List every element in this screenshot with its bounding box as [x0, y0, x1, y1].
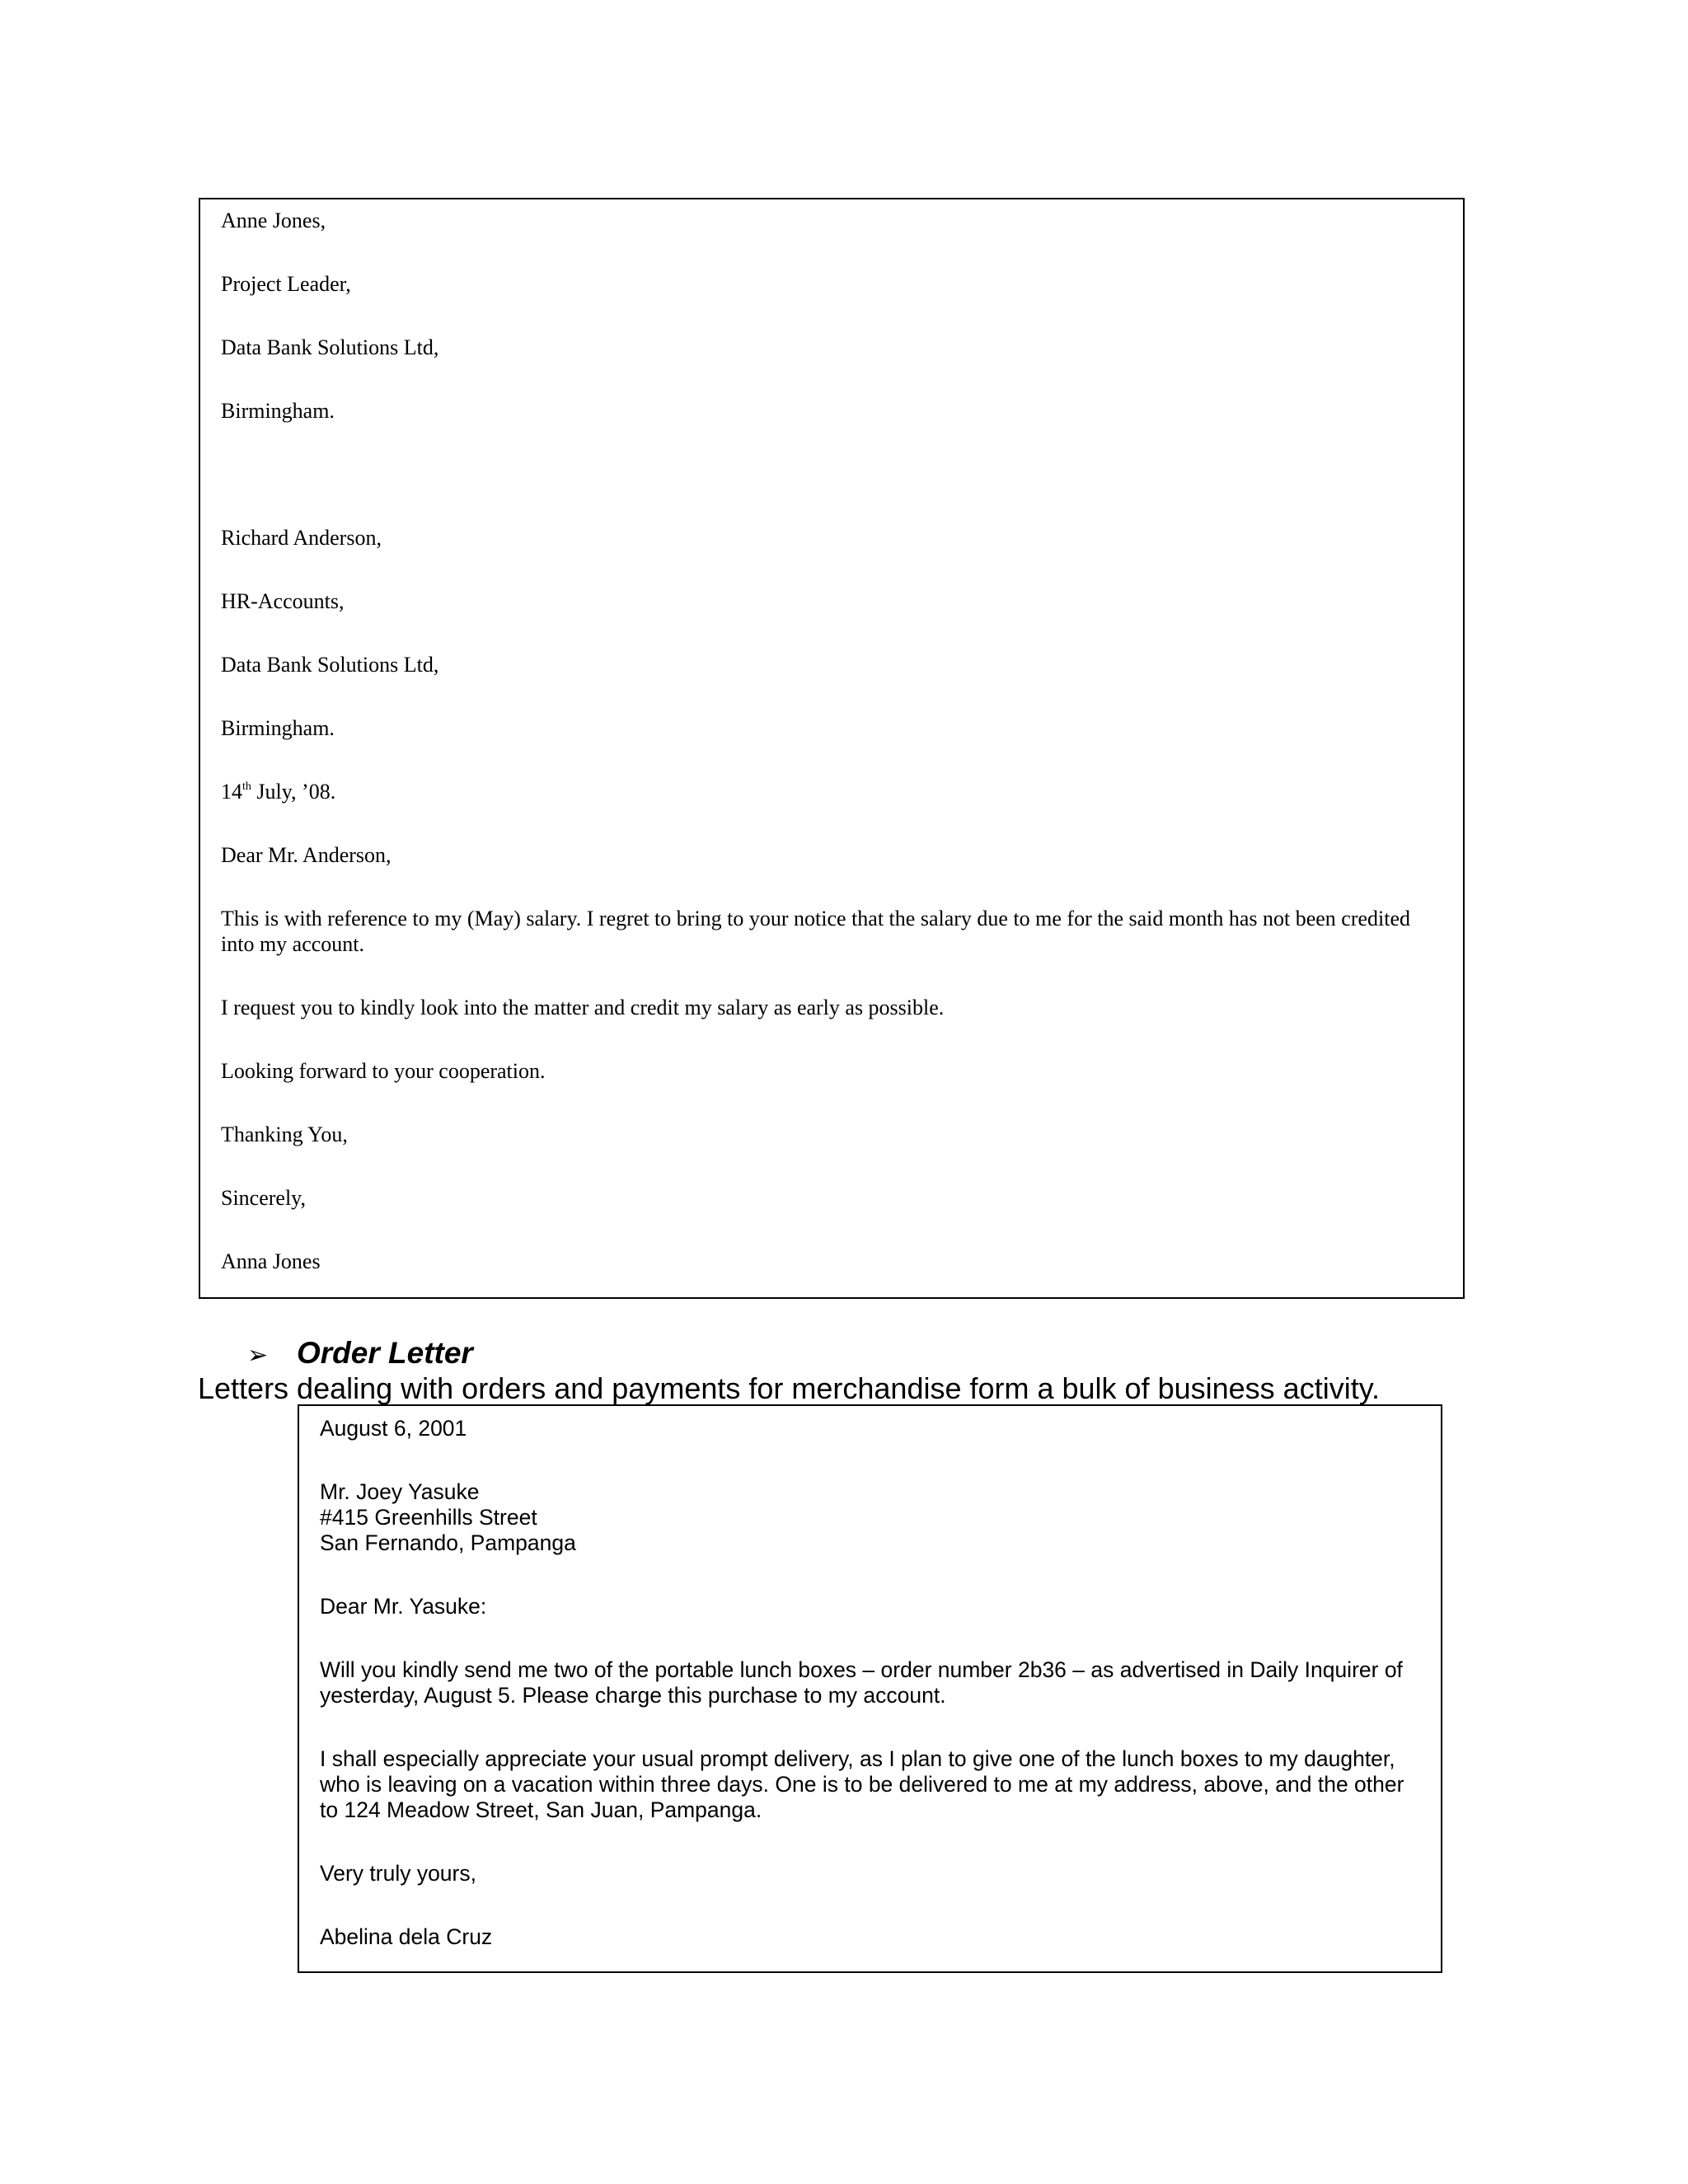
order-body-1: Will you kindly send me two of the portable lunch boxes – order number 2b36 – as advertised in Daily Inquirer of yesterday, August 5. Please charge this purchase to my account.: [320, 1657, 1403, 1708]
recipient-company: Data Bank Solutions Ltd,: [221, 653, 439, 677]
recipient-dept: HR-Accounts,: [221, 589, 345, 613]
closing-line: Sincerely,: [221, 1186, 306, 1210]
section-intro: Letters dealing with orders and payments for merchandise form a bulk of business activity.: [198, 1371, 1381, 1405]
body-paragraph-3: Looking forward to your cooperation.: [221, 1059, 546, 1083]
date-day: 14: [221, 780, 242, 804]
date-rest: July, ’08.: [251, 780, 336, 804]
date-suffix: th: [242, 780, 251, 793]
section-title: Order Letter: [297, 1336, 473, 1370]
body-paragraph-1: This is with reference to my (May) salary. I regret to bring to your notice that the salary due to me for the said month has not been credited into my account.: [221, 907, 1411, 956]
sender-name: Anne Jones,: [221, 209, 326, 232]
body-paragraph-2: I request you to kindly look into the matter and credit my salary as early as possible.: [221, 996, 945, 1019]
thanks-line: Thanking You,: [221, 1122, 348, 1146]
order-address: [320, 1479, 1421, 1556]
sender-city: Birmingham.: [221, 399, 335, 423]
sender-company: Data Bank Solutions Ltd,: [221, 335, 439, 359]
order-signature: Abelina dela Cruz: [320, 1924, 493, 1949]
arrow-bullet-icon: ➢: [247, 1342, 269, 1369]
recipient-name: Richard Anderson,: [221, 526, 382, 550]
section-heading: [247, 1335, 473, 1374]
salary-letter-box: [199, 198, 1465, 1299]
signature: Anna Jones: [221, 1249, 321, 1273]
order-salutation: Dear Mr. Yasuke:: [320, 1594, 487, 1619]
letter-date: [221, 779, 1443, 804]
address-line-3: San Fernando, Pampanga: [320, 1530, 576, 1555]
order-closing: Very truly yours,: [320, 1861, 476, 1886]
order-date: August 6, 2001: [320, 1416, 467, 1441]
recipient-city: Birmingham.: [221, 716, 335, 740]
salutation: Dear Mr. Anderson,: [221, 843, 392, 867]
sender-title: Project Leader,: [221, 272, 351, 296]
order-letter-box: [298, 1404, 1442, 1973]
order-body-2: I shall especially appreciate your usual prompt delivery, as I plan to give one of the lunch boxes to my daughter, who is leaving on a vacation within three days. One is to be delivered to me at my address, above, and the other to 124 Meadow Street, San Juan, Pampanga.: [320, 1746, 1404, 1822]
address-line-1: Mr. Joey Yasuke: [320, 1479, 480, 1504]
address-line-2: #415 Greenhills Street: [320, 1505, 537, 1530]
